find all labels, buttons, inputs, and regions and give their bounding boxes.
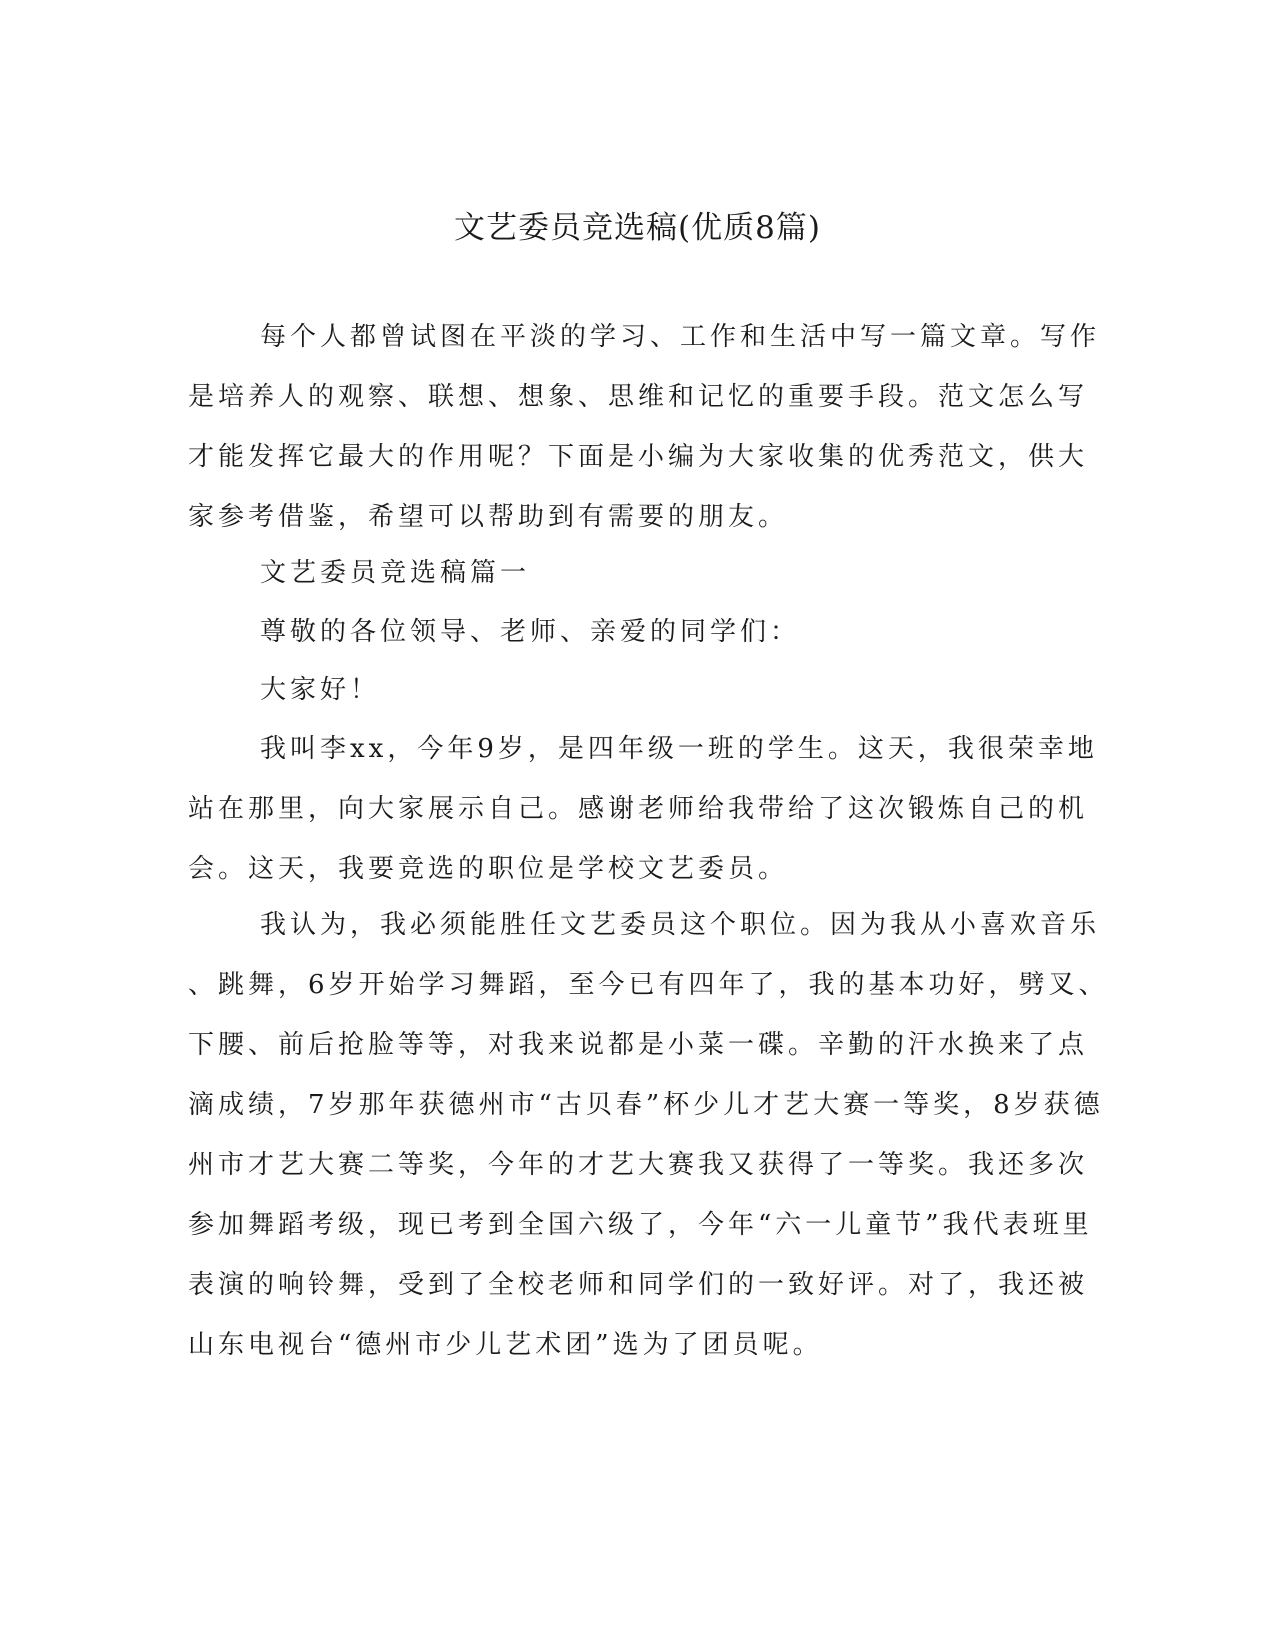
text-line: 家参考借鉴，希望可以帮助到有需要的朋友。 (188, 502, 789, 532)
text-line: 站在那里，向大家展示自己。感谢老师给我带给了这次锻炼自己的机 (188, 794, 1089, 824)
document-title: 文艺委员竞选稿(优质8篇) (454, 210, 821, 246)
text-line: 参加舞蹈考级，现已考到全国六级了，今年“六一儿童节”我代表班里 (188, 1210, 1093, 1240)
body-paragraph-2 (188, 895, 1109, 1375)
greeting-paragraph (188, 660, 1078, 720)
text-line: 表演的响铃舞，受到了全校老师和同学们的一致好评。对了，我还被 (188, 1270, 1089, 1300)
section-heading-paragraph (188, 543, 1078, 603)
text-line: 才能发挥它最大的作用呢？下面是小编为大家收集的优秀范文，供大 (188, 442, 1089, 472)
body-paragraph-1 (188, 719, 1098, 899)
salutation: 尊敬的各位领导、老师、亲爱的同学们： (260, 617, 801, 647)
text-line: 每个人都曾试图在平淡的学习、工作和生活中写一篇文章。写作 (260, 322, 1101, 352)
section-heading: 文艺委员竞选稿篇一 (260, 558, 531, 588)
intro-paragraph (188, 307, 1101, 547)
greeting: 大家好！ (260, 675, 381, 705)
text-line: 、跳舞，6岁开始学习舞蹈，至今已有四年了，我的基本功好，劈叉、 (188, 970, 1109, 1000)
text-line: 我认为，我必须能胜任文艺委员这个职位。因为我从小喜欢音乐 (260, 910, 1101, 940)
text-line: 是培养人的观察、联想、想象、思维和记忆的重要手段。范文怎么写 (188, 382, 1089, 412)
text-line: 下腰、前后抢脸等等，对我来说都是小菜一碟。辛勤的汗水换来了点 (188, 1030, 1089, 1060)
salutation-paragraph (188, 602, 1078, 662)
text-line: 我叫李xx，今年9岁，是四年级一班的学生。这天，我很荣幸地 (260, 734, 1098, 764)
text-line: 会。这天，我要竞选的职位是学校文艺委员。 (188, 854, 789, 884)
text-line: 山东电视台“德州市少儿艺术团”选为了团员呢。 (188, 1330, 823, 1360)
text-line: 州市才艺大赛二等奖，今年的才艺大赛我又获得了一等奖。我还多次 (188, 1150, 1089, 1180)
text-line: 滴成绩，7岁那年获德州市“古贝春”杯少儿才艺大赛一等奖，8岁获德 (188, 1090, 1104, 1120)
